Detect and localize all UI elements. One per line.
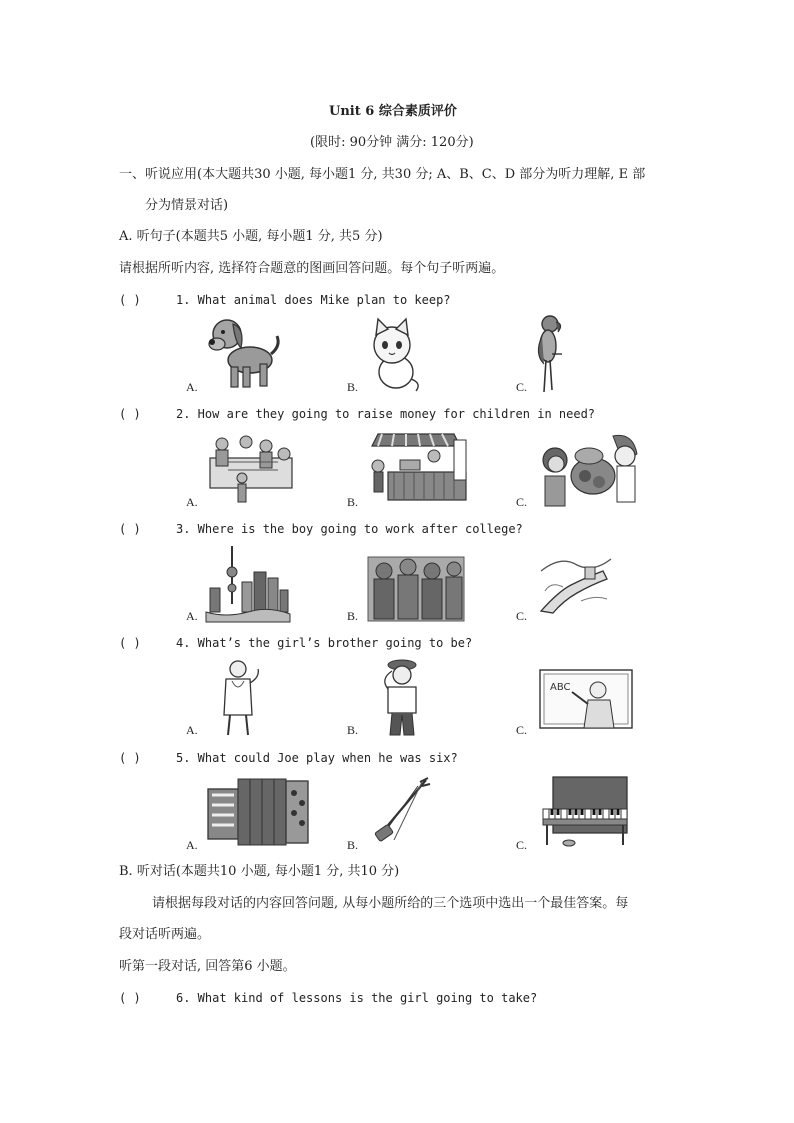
answer-bracket[interactable]: ( ): [119, 293, 141, 307]
accordion-icon[interactable]: [206, 775, 310, 851]
option-a[interactable]: A.: [186, 838, 198, 852]
answer-bracket[interactable]: ( ): [119, 751, 141, 765]
food-stall-icon[interactable]: [370, 432, 468, 506]
teacher-icon[interactable]: [538, 668, 634, 734]
option-b[interactable]: B.: [347, 495, 359, 509]
answer-bracket[interactable]: ( ): [119, 991, 141, 1005]
terracotta-warriors-icon[interactable]: [368, 557, 464, 625]
option-c[interactable]: C.: [516, 609, 528, 623]
section-heading: 一、听说应用(本大题共30 小题, 每小题1 分, 共30 分; A、B、C、D 部分为听力理解, E 部: [119, 167, 646, 182]
option-b[interactable]: B.: [347, 609, 359, 623]
piano-icon[interactable]: [539, 775, 631, 851]
option-b[interactable]: B.: [347, 838, 359, 852]
question-text: 3. Where is the boy going to work after college?: [176, 522, 523, 536]
great-wall-icon[interactable]: [541, 551, 611, 617]
question-text: 1. What animal does Mike plan to keep?: [176, 293, 451, 307]
food-plate-icon[interactable]: [537, 432, 645, 512]
section-heading-continued: 分为情景对话): [145, 198, 229, 213]
question-text: 4. What’s the girl’s brother going to be?: [176, 636, 473, 650]
dog-icon[interactable]: [205, 312, 285, 396]
soldier-icon[interactable]: [380, 659, 424, 741]
answer-bracket[interactable]: ( ): [119, 636, 141, 650]
question-text: 5. What could Joe play when he was six?: [176, 751, 458, 765]
option-b[interactable]: B.: [347, 380, 359, 394]
part-a-instruction: 请根据所听内容, 选择符合题意的图画回答问题。每个句子听两遍。: [119, 261, 505, 276]
part-b-instruction: 请根据每段对话的内容回答问题, 从每小题所给的三个选项中选出一个最佳答案。每: [152, 896, 629, 911]
group-work-icon[interactable]: [208, 432, 294, 510]
option-a[interactable]: A.: [186, 609, 198, 623]
option-b[interactable]: B.: [347, 723, 359, 737]
option-c[interactable]: C.: [516, 723, 528, 737]
question-text: 2. How are they going to raise money for children in need?: [176, 407, 596, 421]
option-a[interactable]: A.: [186, 723, 198, 737]
dialogue-intro: 听第一段对话, 回答第6 小题。: [119, 959, 296, 974]
option-c[interactable]: C.: [516, 380, 528, 394]
page-title: Unit 6 综合素质评价: [329, 104, 457, 119]
option-c[interactable]: C.: [516, 495, 528, 509]
doctor-icon[interactable]: [218, 659, 264, 743]
option-c[interactable]: C.: [516, 838, 528, 852]
option-a[interactable]: A.: [186, 380, 198, 394]
city-skyline-icon[interactable]: [206, 544, 290, 626]
answer-bracket[interactable]: ( ): [119, 522, 141, 536]
cat-icon[interactable]: [366, 317, 422, 397]
option-a[interactable]: A.: [186, 495, 198, 509]
answer-bracket[interactable]: ( ): [119, 407, 141, 421]
question-text: 6. What kind of lessons is the girl going to take?: [176, 991, 538, 1005]
parrot-icon[interactable]: [532, 314, 566, 398]
part-a-heading: A. 听句子(本题共5 小题, 每小题1 分, 共5 分): [119, 229, 383, 244]
page-subtitle: (限时: 90分钟 满分: 120分): [310, 135, 474, 150]
part-b-heading: B. 听对话(本题共10 小题, 每小题1 分, 共10 分): [119, 864, 400, 879]
erhu-icon[interactable]: [372, 778, 432, 846]
svg-text:ABC: ABC: [550, 682, 571, 693]
part-b-instruction-continued: 段对话听两遍。: [119, 927, 211, 942]
